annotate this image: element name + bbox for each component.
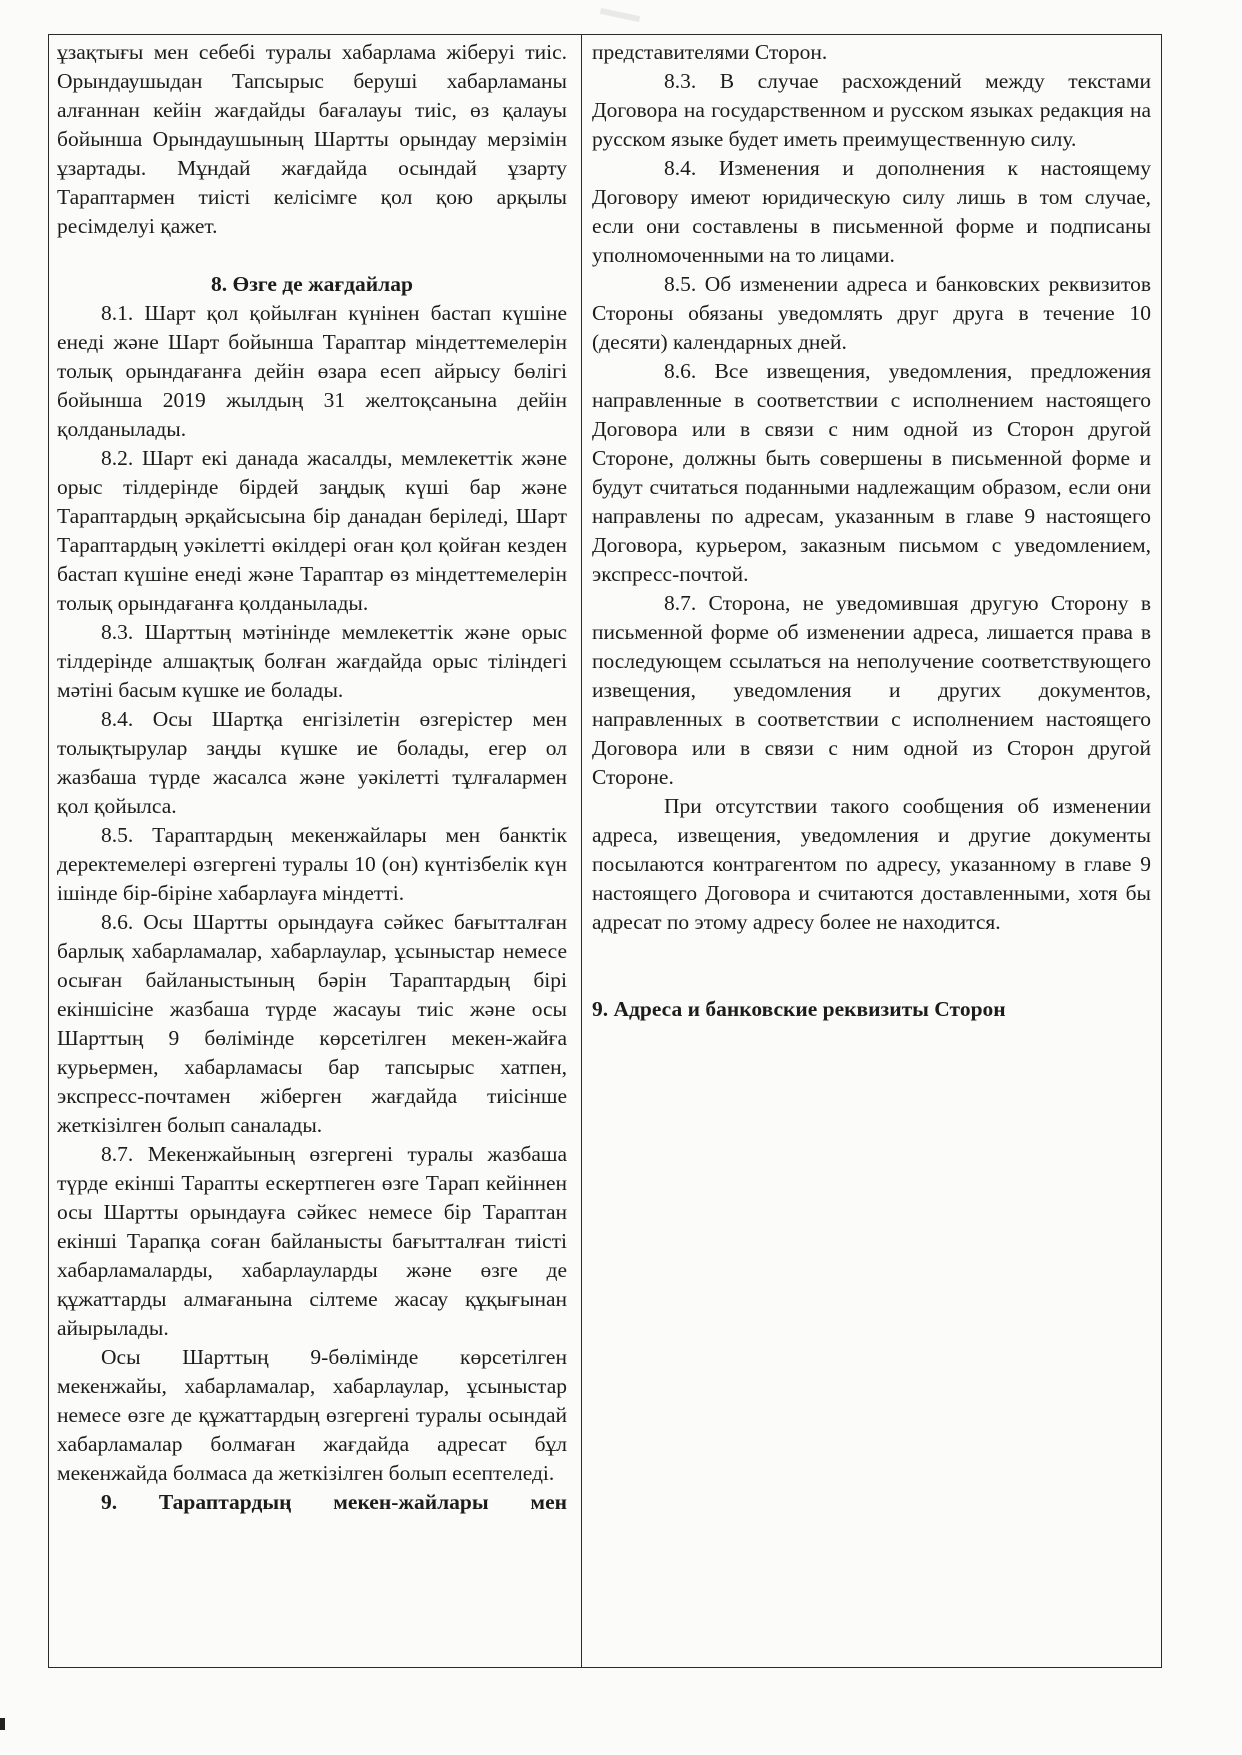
ru-clause-8-5: 8.5. Об изменении адреса и банковских реквизитов Стороны обязаны уведомлять друг друга в течение 10 (десяти) календарных дней. — [592, 272, 1151, 354]
kz-section-8-heading: 8. Өзге де жағдайлар — [211, 272, 413, 296]
ru-clause-8-7: 8.7. Сторона, не уведомившая другую Сторону в письменной форме об изменении адреса, лишается права в последующем ссылаться на неполучение соответствующего извещения, уведомления и других документов, направленных в соответствии с исполнением настоящего Договора или в связи с ним одной из Сторон другой Стороне. — [592, 591, 1151, 789]
russian-column — [582, 35, 1161, 1667]
kz-clause-8-5: 8.5. Тараптардың мекенжайлары мен банктік деректемелері өзгергені туралы 10 (он) күнтізбелік күн ішінде бір-біріне хабарлауға міндетті. — [57, 823, 567, 905]
kz-clause-8-1: 8.1. Шарт қол қойылған күнінен бастап күшіне енеді және Шарт бойынша Тараптар міндеттемелерін толық орындағанға дейін өзара есеп айрысу бөлігі бойынша 2019 жылдың 31 желтоқсанына дейін қолданылады. — [57, 301, 567, 441]
bilingual-contract-table — [48, 34, 1162, 1668]
ru-intro-paragraph: представителями Сторон. — [592, 40, 828, 64]
kz-clause-8-7: 8.7. Мекенжайының өзгергені туралы жазбаша түрде екінші Тарапты ескертпеген өзге Тарап кейіннен осы Шартты орындауға сәйкес немесе бір Тараптан екінші Тарапқа соған байланысты бағытталған тиісті хабарламаларды, хабарлауларды және өзге де құжаттарды алмағанына сілтеме жасау құқығынан айырылады. — [57, 1142, 567, 1340]
spacer — [592, 937, 1151, 995]
ru-clause-8-6: 8.6. Все извещения, уведомления, предложения направленные в соответствии с исполнением настоящего Договора или в связи с ним одной из Сторон другой Стороне, должны быть совершены в письменной форме и будут считаться поданными надлежащим образом, если они направлены по адресам, указанным в главе 9 настоящего Договора, курьером, заказным письмом с уведомлением, экспресс-почтой. — [592, 359, 1151, 586]
scan-smudge — [600, 8, 640, 22]
kazakh-column — [49, 35, 582, 1667]
ru-clause-8-4: 8.4. Изменения и дополнения к настоящему Договору имеют юридическую силу лишь в том случае, если они составлены в письменной форме и подписаны уполномоченными на то лицами. — [592, 156, 1151, 267]
ru-section-9-heading: 9. Адреса и банковские реквизиты Сторон — [592, 997, 1006, 1021]
kz-section-9-heading: 9. Тараптардың мекен-жайлары мен — [101, 1490, 567, 1514]
kz-clause-8-4: 8.4. Осы Шартқа енгізілетін өзгерістер мен толықтырулар заңды күшке ие болады, егер ол жазбаша түрде жасалса және уәкілетті тұлғалармен қол қойылса. — [57, 707, 567, 818]
kz-clause-8-2: 8.2. Шарт екі данада жасалды, мемлекеттік және орыс тілдерінде бірдей заңдық күші бар және Тараптардың әрқайсысына бір данадан беріледі, Шарт Тараптардың уәкілетті өкілдері оған қол қойған кезден бастап күшіне енеді және Тараптар өз міндеттемелерін толық орындағанға қолданылады. — [57, 446, 567, 615]
scan-margin-mark — [0, 1718, 5, 1730]
ru-clause-8-7-note: При отсутствии такого сообщения об изменении адреса, извещения, уведомления и другие документы посылаются контрагентом по адресу, указанному в главе 9 настоящего Договора и считаются доставленными, хотя бы адресат по этому адресу более не находится. — [592, 794, 1151, 934]
kz-clause-8-6: 8.6. Осы Шартты орындауға сәйкес бағытталған барлық хабарламалар, хабарлаулар, ұсыныстар немесе осыған байланыстының бәрін Тараптардың бірі екіншісіне жазбаша түрде жасауы тиіс және осы Шарттың 9 бөлімінде көрсетілген мекен-жайға курьермен, хабарламасы бар тапсырыс хатпен, экспресс-почтамен жіберген жағдайда тиісінше жеткізілген болып саналады. — [57, 910, 567, 1137]
kz-clause-8-7-note: Осы Шарттың 9-бөлімінде көрсетілген мекенжайы, хабарламалар, хабарлаулар, ұсыныстар немесе өзге де құжаттардың өзгергені туралы осындай хабарламалар болмаған жағдайда адресат бұл мекенжайда болмаса да жеткізілген болып есептеледі. — [57, 1345, 567, 1485]
kz-clause-8-3: 8.3. Шарттың мәтінінде мемлекеттік және орыс тілдерінде алшақтық болған жағдайда орыс тіліндегі мәтіні басым күшке ие болады. — [57, 620, 567, 702]
kz-intro-paragraph: ұзақтығы мен себебі туралы хабарлама жіберуі тиіс. Орындаушыдан Тапсырыс беруші хабарламаны алғаннан кейін жағдайды бағалауы тиіс, өз қалауы бойынша Орындаушының Шартты орындау мерзімін ұзартады. Мұндай жағдайда осындай ұзарту Тараптармен тиісті келісімге қол қою арқылы ресімделуі қажет. — [57, 40, 567, 238]
ru-clause-8-3: 8.3. В случае расхождений между текстами Договора на государственном и русском языках редакция на русском языке будет иметь преимущественную силу. — [592, 69, 1151, 151]
